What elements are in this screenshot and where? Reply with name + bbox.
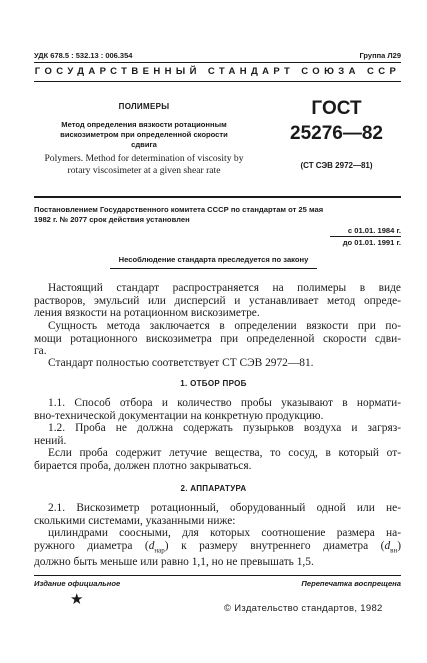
gost-number: 25276—82 [290,123,383,144]
s2-p2-post-text: ) [397,539,401,552]
s1-p2-line-1: 1.2. Проба не должна содержать пузырьков воздуха и загряз- [48,422,401,434]
header-top-rule [34,62,401,63]
doc-title: ПОЛИМЕРЫ [118,102,170,111]
section-2-heading: 2. АППАРАТУРА [180,484,247,493]
intro-p2-line-1: Сущность метода заключается в определении вязкости при по- [48,320,401,332]
publisher-copyright: © Издательство стандартов, 1982 [224,603,383,614]
intro-p1-line-3: ления вязкости на ротационном вискозиметре. [34,307,260,319]
doc-subtitle-line-2: вискозиметром при определенной скорости [60,130,228,139]
doc-subtitle-line-3: сдвига [131,140,157,149]
d-vn-symbol: d [384,539,391,552]
official-edition: Издание официальное [34,579,121,588]
banner-title: ГОСУДАРСТВЕННЫЙ СТАНДАРТ СОЮЗА ССР [34,66,401,77]
s2-p2-line-1: цилиндрами соосными, для которых соотношение размера на- [48,527,401,539]
st-sev-reference: (СТ СЭВ 2972—81) [300,161,373,170]
d-nar-symbol: d [148,539,155,552]
reprint-prohibited: Перепечатка воспрещена [301,579,401,588]
section-1-paragraph-1 [34,397,401,422]
star-icon: ★ [70,592,84,608]
group-code: Группа Л29 [359,51,401,60]
s2-p2-pre-text: ружного диаметра ( [34,539,149,552]
validity-from-underline [330,236,401,237]
s2-p1-line-2: сколькими системами, указанными ниже: [34,514,236,527]
section-1-paragraph-2 [34,422,401,447]
header-bottom-rule [34,81,401,82]
s2-p2-mid-text: ) к размеру внутреннего диаметра ( [164,539,385,552]
s1-p1-line-1: 1.1. Способ отбора и количество пробы указывают в нормати- [48,397,401,409]
intro-p2-line-2: мощи ротационного вискозиметра при определенной скорости сдви- [34,332,401,345]
s1-p2-line-2: нений. [34,434,67,447]
intro-paragraph-2 [34,320,401,358]
legal-warning: Несоблюдение стандарта преследуется по закону [118,255,309,264]
s2-p2-line-3: должно быть меньше или равно 1,1, но не превышать 1,5. [34,556,314,569]
english-title-line-1: Polymers. Method for determination of viscosity by [44,153,244,164]
intro-paragraph-3 [34,357,401,370]
decree-line-2: 1982 г. № 2077 срок действия установлен [34,215,190,224]
intro-p3-line-1: Стандарт полностью соответствует СТ СЭВ 2972—81. [48,357,314,369]
s1-p3-line-2: бирается проба, должен плотно закрываться. [34,459,252,472]
section-2-paragraph-1 [34,502,401,527]
s1-p1-line-2: вно-технической документации на конкретную продукцию. [34,409,324,422]
gost-label: ГОСТ [311,98,362,119]
validity-to: до 01.01. 1991 г. [342,238,401,247]
s2-p1-line-1: 2.1. Вискозиметр ротационный, оборудованный одной или не- [48,502,401,514]
section-2-paragraph-2 [34,527,401,569]
intro-p1-line-2: растворов, эмульсий или дисперсий и устанавливает метод опреде- [34,294,401,307]
footer-rule [34,575,401,576]
decree-line-1: Постановлением Государственного комитета СССР по стандартам от 25 мая [34,205,324,214]
validity-from: с 01.01. 1984 г. [347,226,401,235]
warning-underline [110,268,317,269]
nar-subscript: нар [154,545,165,554]
s2-p2-line-2 [34,540,401,557]
doc-subtitle-line-1: Метод определения вязкости ротационным [61,120,227,129]
section-1-paragraph-3 [34,447,401,472]
section-1-heading: 1. ОТБОР ПРОБ [180,379,247,388]
udk-code: УДК 678.5 : 532.13 : 006.354 [34,51,133,60]
s1-p3-line-1: Если проба содержит летучие вещества, то сосуд, в который от- [48,447,401,459]
intro-p2-line-3: га. [34,345,47,357]
english-title-line-2: rotary viscosimeter at a given shear rate [67,165,221,176]
intro-p1-line-1: Настоящий стандарт распространяется на полимеры в виде [48,282,401,294]
vn-subscript: вн [390,545,398,554]
intro-paragraph-1 [34,282,401,320]
title-block-rule [34,196,401,198]
